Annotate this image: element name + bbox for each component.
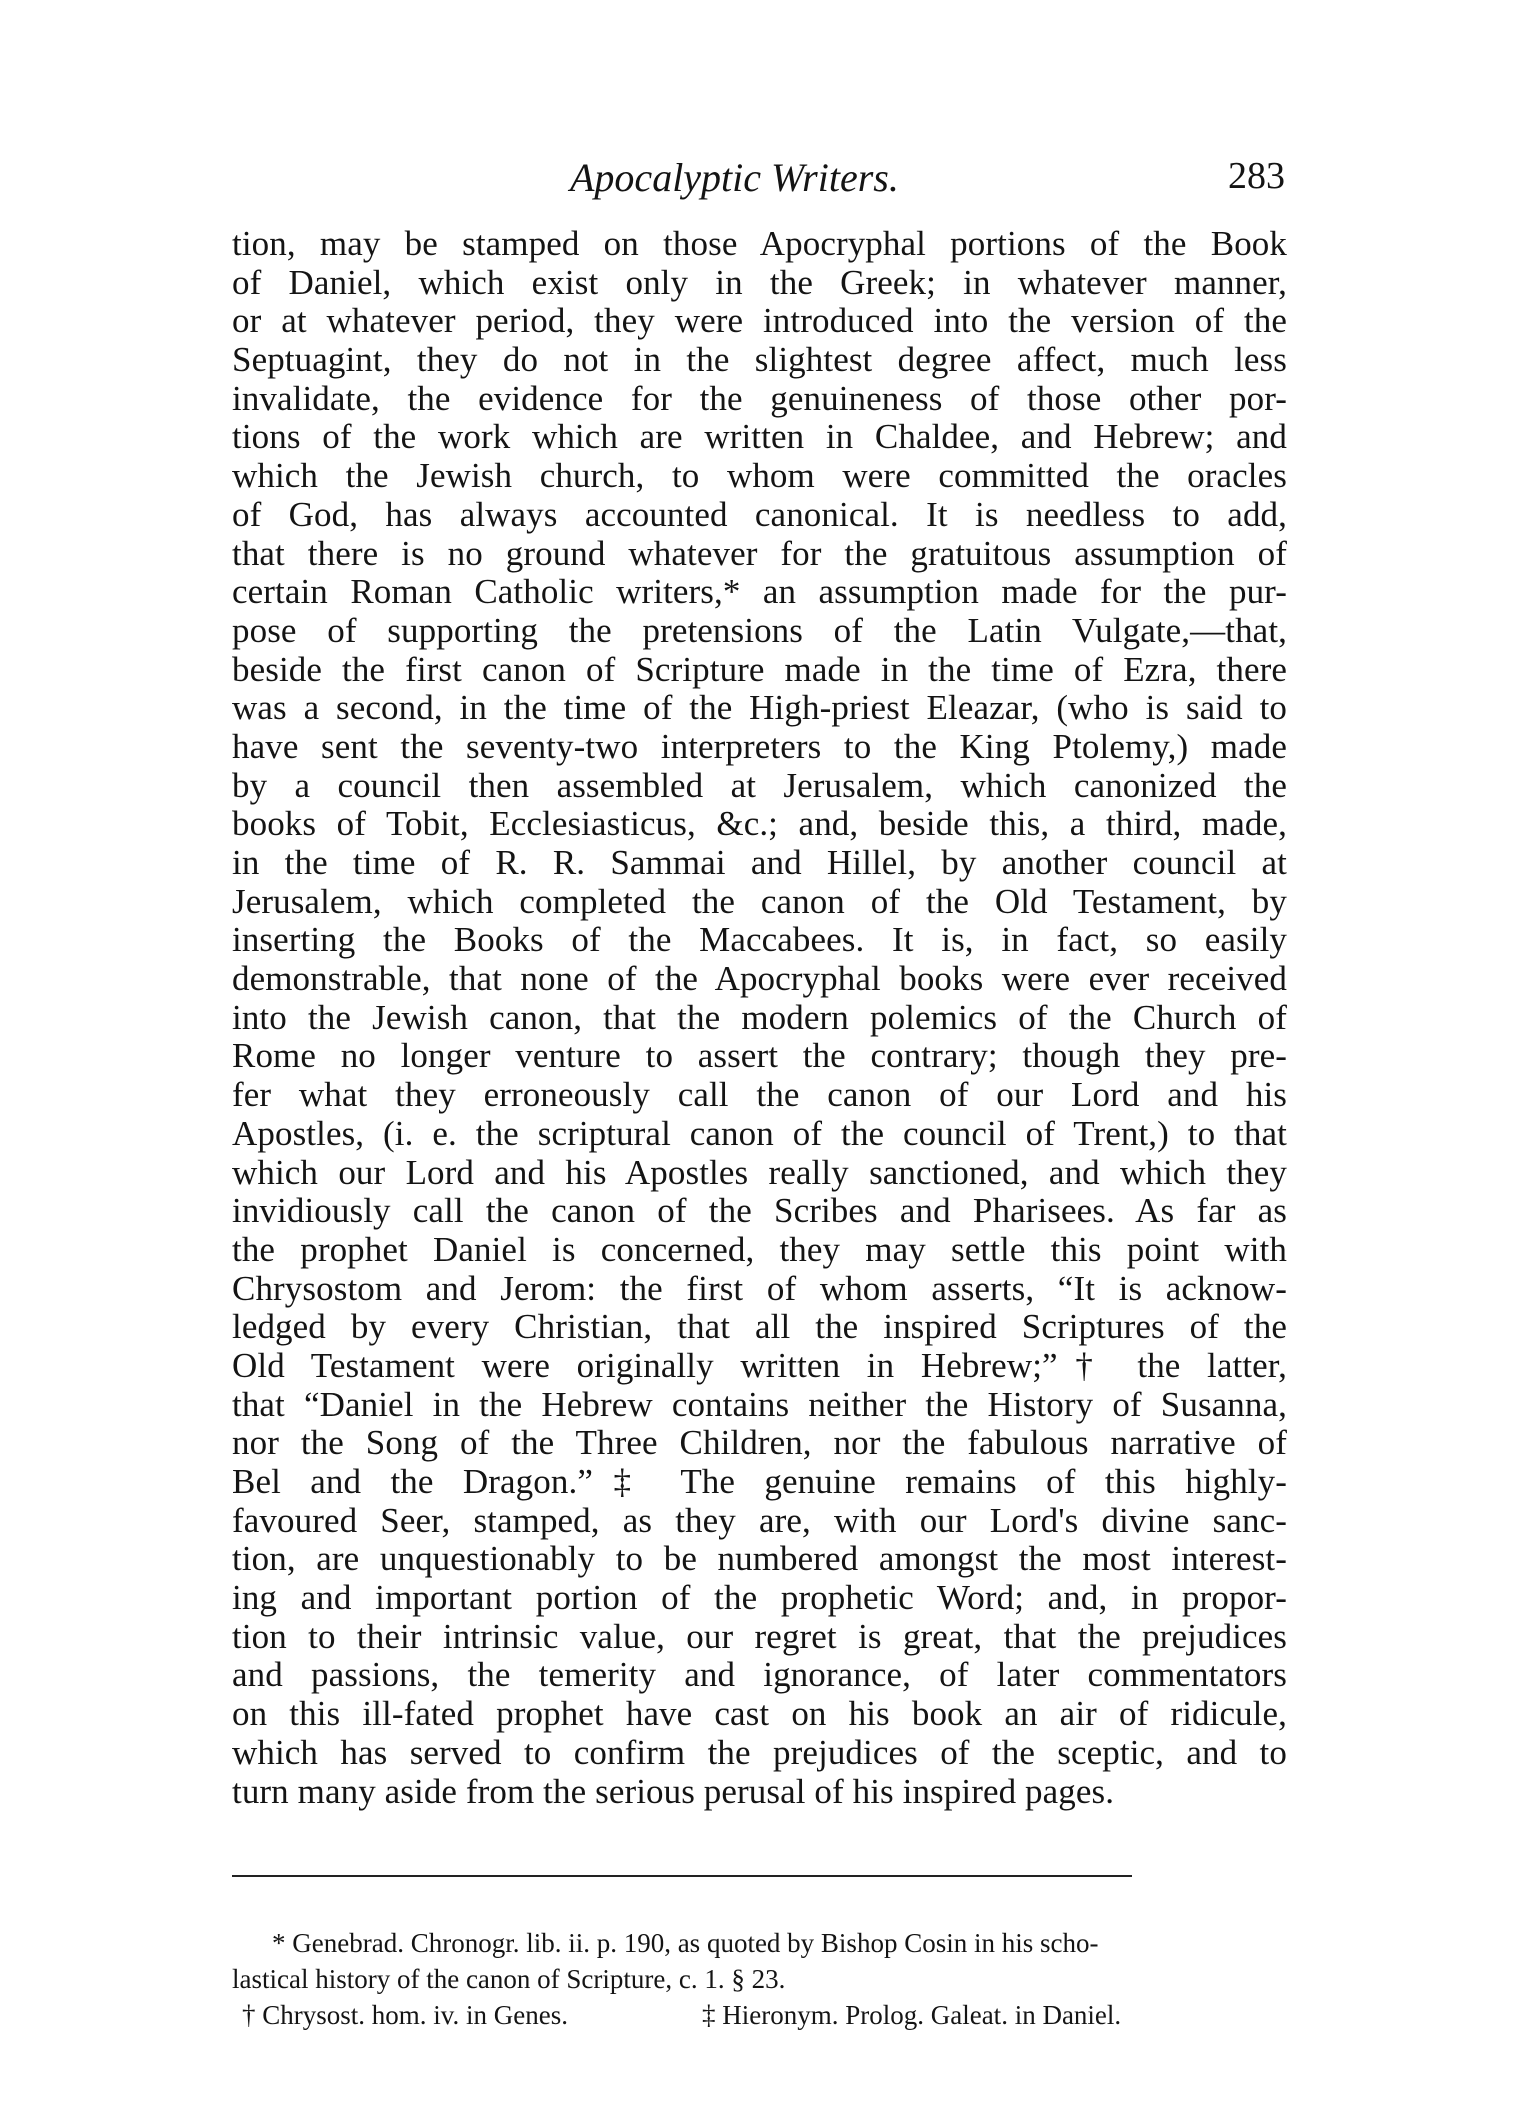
text-line: demonstrable, that none of the Apocryphal books were ever received <box>232 960 1287 999</box>
body-text <box>232 225 1287 1811</box>
text-line: which has served to confirm the prejudices of the sceptic, and to <box>232 1733 1287 1772</box>
text-line: into the Jewish canon, that the modern polemics of the Church of <box>232 998 1287 1037</box>
text-line: Jerusalem, which completed the canon of the Old Testament, by <box>232 882 1287 921</box>
text-line: Chrysostom and Jerom: the first of whom asserts, “It is acknow- <box>232 1269 1287 1308</box>
text-line: and passions, the temerity and ignorance, of later commentators <box>232 1656 1287 1695</box>
running-head: Apocalyptic Writers. <box>570 155 899 200</box>
footnote-dagger: † Chrysost. hom. iv. in Genes. <box>242 2000 568 2030</box>
text-line: inserting the Books of the Maccabees. It is, in fact, so easily <box>232 921 1287 960</box>
text-line: by a council then assembled at Jerusalem, which canonized the <box>232 766 1287 805</box>
text-line: that there is no ground whatever for the gratuitous assumption of <box>232 534 1287 573</box>
page-number: 283 <box>1228 155 1285 197</box>
text-line: on this ill-fated prophet have cast on his book an air of ridicule, <box>232 1695 1287 1734</box>
text-line: in the time of R. R. Sammai and Hillel, by another council at <box>232 844 1287 882</box>
text-line: favoured Seer, stamped, as they are, with our Lord's divine sanc- <box>232 1501 1287 1540</box>
footnote-row <box>232 1997 1292 2033</box>
text-line: have sent the seventy-two interpreters to the King Ptolemy,) made <box>232 727 1287 766</box>
footnote-double-dagger: ‡ Hieronym. Prolog. Galeat. in Daniel. <box>702 2000 1122 2030</box>
text-line: tion, are unquestionably to be numbered amongst the most interest- <box>232 1540 1287 1579</box>
text-line: Septuagint, they do not in the slightest degree affect, much less <box>232 341 1287 380</box>
text-line: Old Testament were originally written in Hebrew;”† the latter, <box>232 1346 1287 1385</box>
text-line: nor the Song of the Three Children, nor the fabulous narrative of <box>232 1424 1287 1463</box>
text-line: tions of the work which are written in Chaldee, and Hebrew; and <box>232 418 1287 457</box>
text-line: or at whatever period, they were introduced into the version of the <box>232 302 1287 341</box>
text-line: ing and important portion of the prophetic Word; and, in propor- <box>232 1579 1287 1618</box>
text-line: which the Jewish church, to whom were committed the oracles <box>232 457 1287 496</box>
footnote-rule <box>232 1875 1132 1877</box>
text-line: books of Tobit, Ecclesiasticus, &c.; and, beside this, a third, made, <box>232 805 1287 844</box>
text-line: tion to their intrinsic value, our regret is great, that the prejudices <box>232 1617 1287 1656</box>
page-header <box>225 150 1285 210</box>
text-line: Apostles, (i. e. the scriptural canon of the council of Trent,) to that <box>232 1114 1287 1153</box>
text-line: of Daniel, which exist only in the Greek; in whatever manner, <box>232 263 1287 302</box>
footnote-star-line2: lastical history of the canon of Scripture, c. 1. § 23. <box>232 1964 786 1994</box>
text-line: was a second, in the time of the High-priest Eleazar, (who is said to <box>232 689 1287 728</box>
text-line: that “Daniel in the Hebrew contains neither the History of Susanna, <box>232 1385 1287 1424</box>
text-line: pose of supporting the pretensions of the Latin Vulgate,—that, <box>232 611 1287 650</box>
text-line: Bel and the Dragon.”‡ The genuine remains of this highly- <box>232 1463 1287 1501</box>
text-line: Rome no longer venture to assert the contrary; though they pre- <box>232 1037 1287 1076</box>
text-line: invidiously call the canon of the Scribes and Pharisees. As far as <box>232 1192 1287 1231</box>
text-line: tion, may be stamped on those Apocryphal portions of the Book <box>232 225 1287 263</box>
text-line: invalidate, the evidence for the genuineness of those other por- <box>232 379 1287 418</box>
text-line: ledged by every Christian, that all the inspired Scriptures of the <box>232 1308 1287 1347</box>
footnotes <box>232 1925 1292 2033</box>
footnote-star-line1: * Genebrad. Chronogr. lib. ii. p. 190, as quoted by Bishop Cosin in his scho- <box>272 1928 1099 1958</box>
text-line: beside the first canon of Scripture made in the time of Ezra, there <box>232 650 1287 689</box>
text-line: the prophet Daniel is concerned, they may settle this point with <box>232 1230 1287 1269</box>
text-line: fer what they erroneously call the canon of our Lord and his <box>232 1076 1287 1115</box>
text-line: turn many aside from the serious perusal of his inspired pages. <box>232 1772 1115 1811</box>
text-line: of God, has always accounted canonical. It is needless to add, <box>232 495 1287 534</box>
text-line: certain Roman Catholic writers,* an assumption made for the pur- <box>232 573 1287 612</box>
text-line: which our Lord and his Apostles really sanctioned, and which they <box>232 1153 1287 1192</box>
